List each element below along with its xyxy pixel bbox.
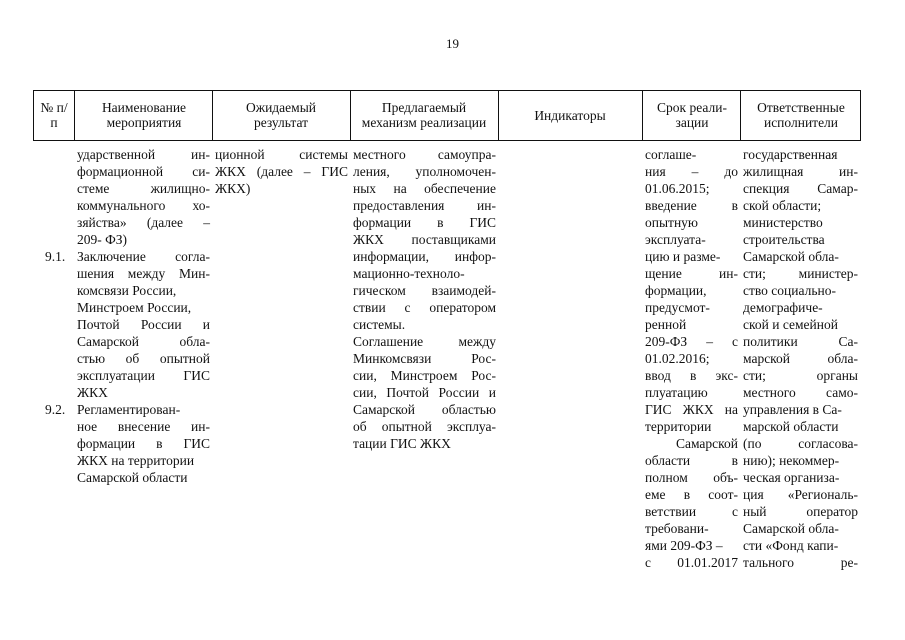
term-column bbox=[645, 146, 738, 571]
header-num: № п/п bbox=[40, 100, 68, 130]
text-line: формационной си- bbox=[77, 164, 210, 179]
text-line: Почтой России и bbox=[77, 317, 210, 332]
text-line: марской области bbox=[743, 419, 839, 434]
text-line: Самарской обла- bbox=[743, 521, 839, 536]
text-line: ния – до bbox=[645, 164, 738, 179]
text-line: ческая организа- bbox=[743, 470, 840, 485]
table-header-bottom-border bbox=[33, 140, 861, 141]
text-line: территории bbox=[645, 419, 712, 434]
text-line: введение в bbox=[645, 198, 738, 213]
text-line: 01.06.2015; bbox=[645, 181, 710, 196]
text-line: требовани- bbox=[645, 521, 709, 536]
text-line: предоставления ин- bbox=[353, 198, 496, 213]
text-line: Самарской bbox=[675, 436, 738, 451]
text-line: сти; органы bbox=[743, 368, 858, 383]
text-line: ЖКХ bbox=[77, 385, 108, 400]
text-line: тального ре- bbox=[743, 555, 858, 570]
text-line: с 01.01.2017 bbox=[645, 555, 738, 570]
text-line: ской области; bbox=[743, 198, 822, 213]
text-line: еме в соот- bbox=[645, 487, 738, 502]
text-line: ями 209-ФЗ – bbox=[645, 538, 723, 553]
text-line: ствии с оператором bbox=[353, 300, 496, 315]
header-term: Срок реали-зации bbox=[657, 100, 727, 130]
responsible-column bbox=[743, 146, 858, 571]
text-line: государственная bbox=[743, 147, 838, 162]
text-line: области в bbox=[645, 453, 738, 468]
text-line: щение ин- bbox=[645, 266, 738, 281]
text-line: ЖКХ поставщиками bbox=[353, 232, 496, 247]
text-line: марской обла- bbox=[743, 351, 858, 366]
text-line: опытную bbox=[645, 215, 699, 230]
column-divider bbox=[498, 90, 499, 141]
text-line: ской и семейной bbox=[743, 317, 838, 332]
text-line: ввод в экс- bbox=[645, 368, 738, 383]
text-line: ство социально- bbox=[743, 283, 836, 298]
text-line: стью об опытной bbox=[77, 351, 210, 366]
text-line: местного само- bbox=[743, 385, 858, 400]
text-line: эксплуата- bbox=[645, 232, 706, 247]
text-line: ГИС ЖКХ на bbox=[645, 402, 738, 417]
text-line: ЖКХ на территории bbox=[77, 453, 195, 468]
text-line: Самарской обла- bbox=[77, 334, 210, 349]
text-line: системы. bbox=[353, 317, 406, 332]
column-divider bbox=[642, 90, 643, 141]
column-divider bbox=[350, 90, 351, 141]
text-line: Минстроем России, bbox=[77, 300, 192, 315]
header-responsible: Ответственные исполнители bbox=[757, 100, 845, 130]
text-line: Самарской области bbox=[77, 470, 188, 485]
text-line: мационно-техноло- bbox=[353, 266, 465, 281]
text-line: Самарской областью bbox=[353, 402, 496, 417]
text-line: ударственной ин- bbox=[77, 147, 210, 162]
text-line: ция «Региональ- bbox=[743, 487, 858, 502]
text-line: ное внесение ин- bbox=[77, 419, 210, 434]
text-line: зяйства» (далее – bbox=[77, 215, 210, 230]
text-line: сии, Почтой России и bbox=[353, 385, 496, 400]
text-line: Минкомсвязи Рос- bbox=[353, 351, 496, 366]
text-line: строительства bbox=[743, 232, 825, 247]
text-line: 209-ФЗ – с bbox=[645, 334, 738, 349]
text-line: комсвязи России, bbox=[77, 283, 177, 298]
text-line: ЖКХ) bbox=[215, 181, 251, 196]
page-number: 19 bbox=[446, 36, 459, 51]
text-line: Заключение согла- bbox=[77, 249, 210, 264]
text-line: министерство bbox=[743, 215, 823, 230]
text-line: спекция Самар- bbox=[743, 181, 858, 196]
text-line: ционной системы bbox=[215, 147, 348, 162]
text-line: Регламентирован- bbox=[77, 402, 181, 417]
text-line: демографиче- bbox=[743, 300, 823, 315]
column-divider bbox=[860, 90, 861, 141]
text-line: формации в ГИС bbox=[77, 436, 210, 451]
row-number-9-2: 9.2. bbox=[45, 402, 66, 417]
column-divider bbox=[740, 90, 741, 141]
text-line: полном объ- bbox=[645, 470, 738, 485]
text-line: сти «Фонд капи- bbox=[743, 538, 839, 553]
row-number-9-1: 9.1. bbox=[45, 249, 66, 264]
text-line: ренной bbox=[645, 317, 687, 332]
text-line: формации в ГИС bbox=[353, 215, 496, 230]
text-line: плуатацию bbox=[645, 385, 708, 400]
text-line: формации, bbox=[645, 283, 707, 298]
text-line: информации, инфор- bbox=[353, 249, 496, 264]
text-line: политики Са- bbox=[743, 334, 858, 349]
text-line: ветствии с bbox=[645, 504, 738, 519]
text-line: (по согласова- bbox=[743, 436, 858, 451]
result-column bbox=[215, 146, 348, 197]
header-indicators: Индикаторы bbox=[534, 107, 606, 123]
header-result: Ожидаемый результат bbox=[246, 100, 316, 130]
text-line: 209- ФЗ) bbox=[77, 232, 128, 247]
text-line: коммунального хо- bbox=[77, 198, 210, 213]
header-mechanism: Предлагаемый механизм реализации bbox=[361, 100, 487, 130]
text-line: ЖКХ (далее – ГИС bbox=[215, 164, 348, 179]
text-line: об опытной эксплуа- bbox=[353, 419, 496, 434]
text-line: сти; министер- bbox=[743, 266, 858, 281]
text-line: сии, Минстроем Рос- bbox=[353, 368, 496, 383]
text-line: цию и разме- bbox=[645, 249, 721, 264]
mechanism-column bbox=[353, 146, 496, 452]
text-line: ления, уполномочен- bbox=[353, 164, 496, 179]
text-line: ный оператор bbox=[743, 504, 858, 519]
text-line: шения между Мин- bbox=[77, 266, 210, 281]
text-line: Самарской обла- bbox=[743, 249, 839, 264]
text-line: местного самоупра- bbox=[353, 147, 496, 162]
text-line: соглаше- bbox=[645, 147, 697, 162]
header-name: Наименование мероприятия bbox=[101, 100, 187, 130]
name-column bbox=[77, 146, 210, 486]
text-line: гическом взаимодей- bbox=[353, 283, 496, 298]
column-divider bbox=[74, 90, 75, 141]
column-divider bbox=[33, 90, 34, 141]
text-line: ных на обеспечение bbox=[353, 181, 496, 196]
text-line: предусмот- bbox=[645, 300, 710, 315]
column-divider bbox=[212, 90, 213, 141]
text-line: тации ГИС ЖКХ bbox=[353, 436, 451, 451]
text-line: нию); некоммер- bbox=[743, 453, 840, 468]
text-line: Соглашение между bbox=[353, 334, 496, 349]
text-line: жилищная ин- bbox=[743, 164, 858, 179]
text-line: 01.02.2016; bbox=[645, 351, 710, 366]
text-line: эксплуатации ГИС bbox=[77, 368, 210, 383]
text-line: управления в Са- bbox=[743, 402, 842, 417]
text-line: стеме жилищно- bbox=[77, 181, 210, 196]
